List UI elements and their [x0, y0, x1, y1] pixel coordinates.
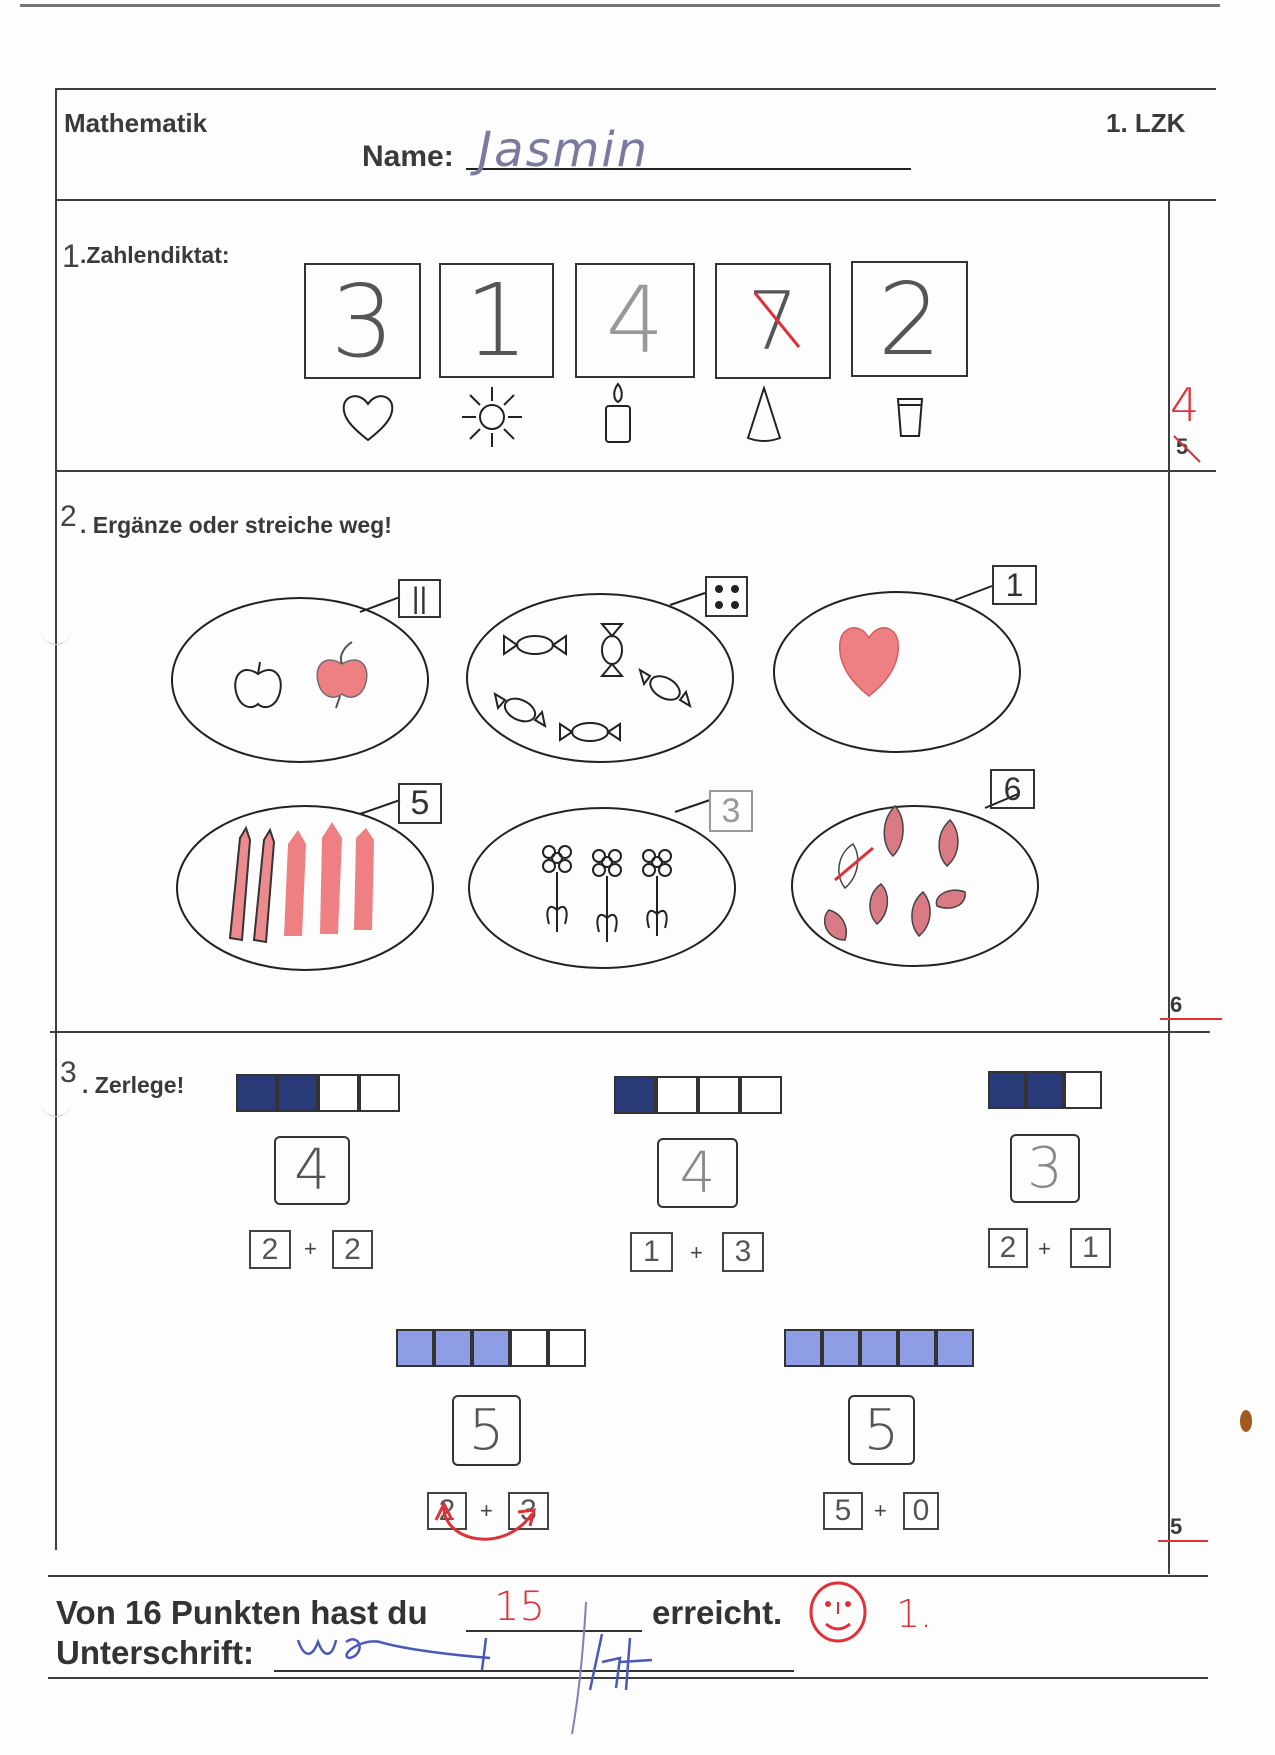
- name-label: Name:: [362, 140, 454, 173]
- punch-hole-mark: [40, 612, 72, 645]
- addend-b-5[interactable]: 0: [903, 1492, 939, 1530]
- apple-oval: [172, 598, 428, 762]
- total-value-1: 4: [294, 1138, 330, 1203]
- points-text-after: erreicht.: [652, 1594, 783, 1631]
- apple-count: ||: [411, 581, 428, 615]
- dictation-digit-2: 1: [464, 262, 529, 379]
- task3-score-underline: [1158, 1540, 1208, 1542]
- bar-cell: [472, 1329, 510, 1367]
- stain-mark: [1240, 1410, 1252, 1432]
- bar-cell: [510, 1329, 548, 1367]
- flower-count-box[interactable]: [709, 790, 753, 832]
- addend-a-3[interactable]: 2: [988, 1228, 1028, 1268]
- task2-score-underline: [1160, 1018, 1222, 1020]
- plus-sign-4: +: [480, 1498, 493, 1523]
- total-value-2: 4: [679, 1140, 716, 1206]
- bar-cell: [548, 1329, 586, 1367]
- bar-cell: [936, 1329, 974, 1367]
- addend-b-1[interactable]: 2: [332, 1230, 373, 1269]
- dictation-digit-5: 2: [877, 260, 942, 378]
- total-box-4[interactable]: [452, 1395, 521, 1466]
- bar-cell: [784, 1329, 822, 1367]
- addend-a-1[interactable]: 2: [249, 1230, 291, 1269]
- signature-label: Unterschrift:: [56, 1634, 255, 1671]
- total-value-3: 3: [1027, 1136, 1063, 1201]
- leaf-icons: [815, 800, 1015, 960]
- heart-count: 1: [1005, 566, 1024, 603]
- total-value-5: 5: [863, 1397, 900, 1463]
- task3-score-max: 5: [1170, 1514, 1183, 1539]
- bar-cell: [434, 1329, 472, 1367]
- bar-cell: [656, 1076, 698, 1114]
- bar-cell: [898, 1329, 936, 1367]
- points-text-before: Von 16 Punkten hast du: [56, 1594, 428, 1631]
- pencil-count-box[interactable]: [398, 783, 442, 824]
- task2-bottom-line: [50, 1031, 1210, 1033]
- addend-a-5[interactable]: 5: [823, 1492, 863, 1530]
- swap-arrow-icon: [432, 1500, 542, 1560]
- flower-count: 3: [721, 791, 741, 830]
- test-label: 1. LZK: [1106, 108, 1186, 138]
- smiley-face-icon: [808, 1580, 868, 1644]
- pencil-count: 5: [410, 784, 430, 822]
- bar-cell: [988, 1071, 1026, 1109]
- flower-icons: [535, 840, 685, 946]
- dice-four-icon: [709, 579, 745, 615]
- dictation-digit-3: 4: [605, 267, 665, 374]
- plus-sign-3: +: [1038, 1236, 1051, 1261]
- total-box-5[interactable]: [848, 1395, 915, 1465]
- task2-number: 2: [60, 500, 77, 533]
- leaf-count: 6: [1003, 770, 1022, 807]
- task1-score-max: 5: [1176, 434, 1189, 459]
- subject-label: Mathematik: [64, 108, 208, 138]
- total-box-1[interactable]: [274, 1136, 350, 1205]
- punch-hole-mark: [40, 1084, 72, 1117]
- bar-cell: [396, 1329, 434, 1367]
- bar-cell: [740, 1076, 782, 1114]
- candy-dice-box: [705, 576, 748, 617]
- task3-number: 3: [60, 1056, 77, 1089]
- task2-score-max: 6: [1170, 992, 1183, 1017]
- total-box-3[interactable]: [1010, 1134, 1080, 1203]
- addend-a-4[interactable]: 2: [427, 1492, 467, 1530]
- addend-a-2[interactable]: 1: [630, 1232, 673, 1272]
- apple-count-box[interactable]: [398, 579, 441, 618]
- bar-cell: [277, 1074, 318, 1112]
- bar-cell: [359, 1074, 400, 1112]
- bar-cell: [860, 1329, 898, 1367]
- bar-cell: [822, 1329, 860, 1367]
- plus-sign-5: +: [874, 1498, 887, 1523]
- plus-sign-1: +: [304, 1236, 317, 1261]
- bar-cell: [318, 1074, 359, 1112]
- task3-title: . Zerlege!: [82, 1072, 185, 1098]
- bar-cell: [1026, 1071, 1064, 1109]
- task1-score-given: 4: [1170, 378, 1200, 432]
- grade-note: 1.: [896, 1592, 933, 1636]
- bar-cell: [698, 1076, 740, 1114]
- task2-title: . Ergänze oder streiche weg!: [80, 512, 392, 538]
- signature-scribble: [290, 1598, 690, 1738]
- bar-cell: [614, 1076, 656, 1114]
- colored-heart-icon: [836, 620, 902, 700]
- task1-number: 1: [62, 238, 80, 274]
- name-value: Jasmin: [478, 122, 650, 178]
- addend-b-3[interactable]: 1: [1070, 1228, 1111, 1268]
- bar-cell: [1064, 1071, 1102, 1109]
- task3-bottom-line: [48, 1575, 1208, 1577]
- addend-b-4[interactable]: 3: [508, 1492, 549, 1530]
- colored-apple-icon: [310, 640, 374, 710]
- points-value: 15: [494, 1584, 545, 1630]
- total-box-2[interactable]: [657, 1138, 738, 1208]
- heart-count-box[interactable]: [992, 565, 1037, 605]
- dictation-crossed-digit: 7: [747, 274, 799, 368]
- plus-sign-2: +: [690, 1240, 703, 1265]
- candy-icons: [490, 610, 710, 750]
- pencil-icons: [220, 818, 400, 946]
- apple-icon: [230, 660, 286, 714]
- total-value-4: 5: [468, 1398, 505, 1463]
- dictation-digit-1: 3: [330, 262, 395, 380]
- bar-cell: [236, 1074, 277, 1112]
- task1-title: .Zahlendiktat:: [80, 242, 230, 268]
- addend-b-2[interactable]: 3: [722, 1232, 764, 1272]
